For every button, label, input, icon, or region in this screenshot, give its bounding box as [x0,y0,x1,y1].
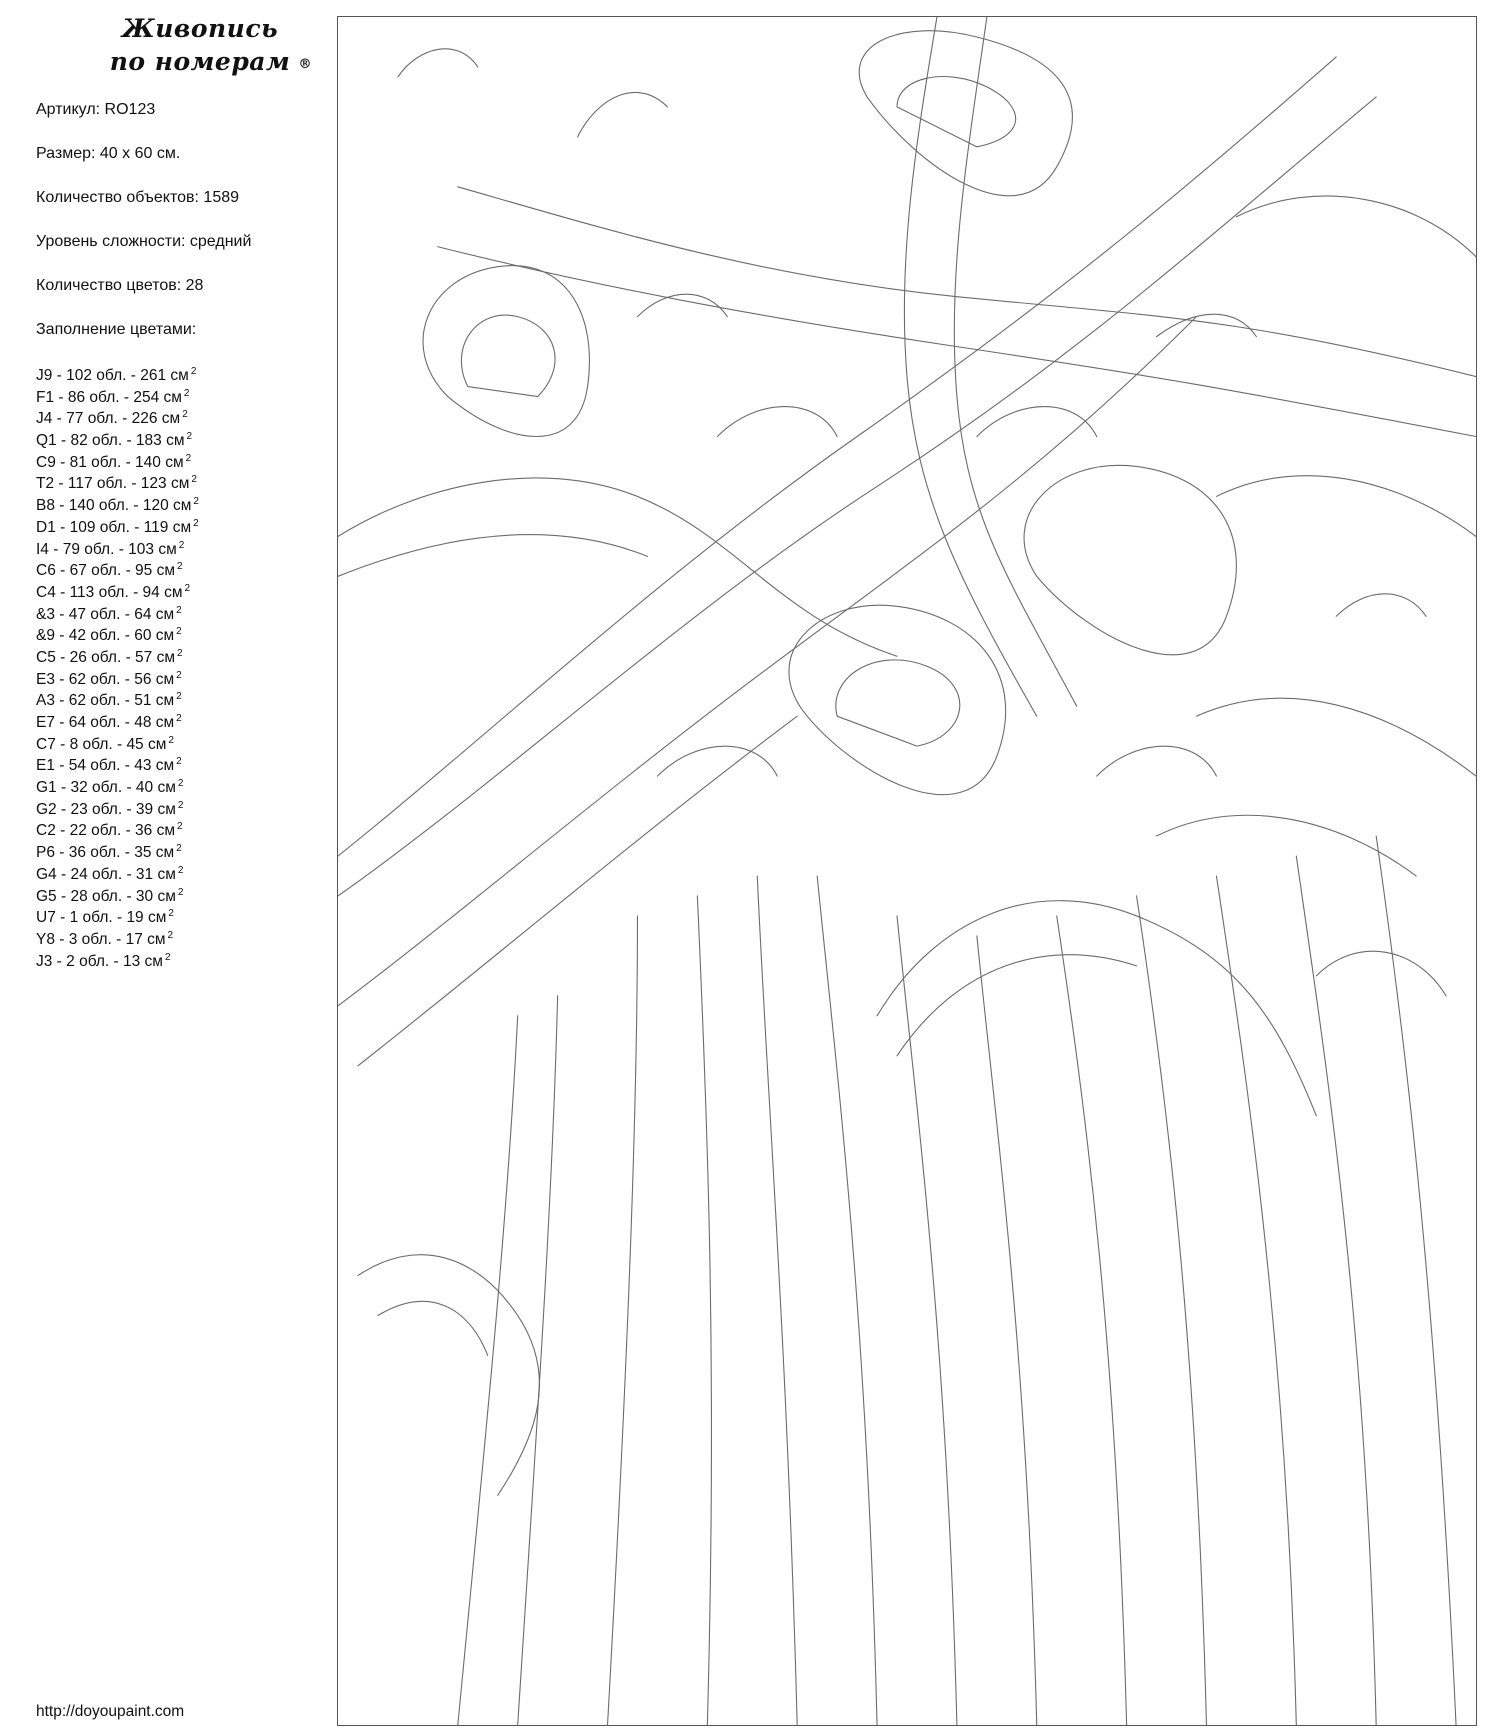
area-exponent: 2 [168,734,174,746]
area-exponent: 2 [177,778,184,790]
color-fill-text: C5 - 26 обл. - 57 см [36,648,176,666]
color-fill-row [36,469,199,491]
area-exponent: 2 [176,626,182,638]
area-exponent: 2 [176,604,182,616]
canvas-size: Размер: 40 х 60 см. [36,145,181,162]
color-fill-row [36,491,199,513]
area-exponent: 2 [184,582,191,594]
area-exponent: 2 [176,713,182,724]
color-fill-row [36,903,199,925]
color-fill-row [36,925,199,947]
area-exponent: 2 [193,517,199,529]
color-fill-text: Y8 - 3 обл. - 17 см [36,930,166,948]
color-fill-text: G1 - 32 обл. - 40 см [36,779,176,797]
area-exponent: 2 [185,452,192,464]
color-fill-row [36,361,199,383]
area-exponent: 2 [182,409,188,421]
color-fill-row [36,773,199,795]
area-exponent: 2 [191,474,197,486]
color-fill-row [36,860,199,882]
area-exponent: 2 [178,539,185,551]
color-fill-text: J4 - 77 обл. - 226 см [36,410,181,428]
color-fill-row [36,578,199,600]
area-exponent: 2 [177,647,183,659]
color-fill-text: &9 - 42 обл. - 60 см [36,627,175,645]
brand-line-1: Живопись [121,14,279,43]
color-fill-list [36,361,199,968]
color-fill-text: T2 - 117 обл. - 123 см [36,475,190,493]
article-number: Артикул: RO123 [36,101,156,118]
color-fill-text: C7 - 8 обл. - 45 см [36,735,167,753]
coloring-canvas [337,16,1477,1726]
color-fill-row [36,947,199,969]
color-fill-text: D1 - 109 обл. - 119 см [36,518,192,536]
color-fill-row [36,426,199,448]
color-fill-text: &3 - 47 обл. - 64 см [36,605,175,623]
color-fill-text: C2 - 22 обл. - 36 см [36,822,176,840]
color-fill-row [36,838,199,860]
color-fill-row [36,643,199,665]
color-fill-row [36,751,199,773]
area-exponent: 2 [186,431,193,443]
color-fill-row [36,730,199,752]
area-exponent: 2 [177,799,184,811]
color-fill-row [36,816,199,838]
brand-line-2: по номерам [109,47,291,76]
color-fill-row [36,686,199,708]
color-fill-text: E3 - 62 обл. - 56 см [36,670,175,688]
area-exponent: 2 [177,821,183,833]
area-exponent: 2 [164,951,171,963]
color-fill-row [36,448,199,470]
color-fill-text: B8 - 140 обл. - 120 см [36,497,192,515]
color-fill-text: A3 - 62 обл. - 51 см [36,692,175,710]
product-specs [36,100,251,364]
area-exponent: 2 [177,561,183,573]
fill-heading: Заполнение цветами: [36,321,197,338]
area-exponent: 2 [167,929,174,941]
color-fill-row [36,665,199,687]
area-exponent: 2 [177,864,184,876]
color-fill-row [36,513,199,535]
line-art [338,17,1476,1725]
color-fill-text: G2 - 23 обл. - 39 см [36,800,176,818]
area-exponent: 2 [190,366,197,377]
color-fill-text: G4 - 24 обл. - 31 см [36,865,176,883]
product-info-sidebar [0,0,330,1736]
color-fill-row [36,383,199,405]
color-fill-text: Q1 - 82 обл. - 183 см [36,432,185,450]
color-fill-text: F1 - 86 обл. - 254 см [36,388,182,406]
color-fill-text: P6 - 36 обл. - 35 см [36,844,175,862]
object-count: Количество объектов: 1589 [36,189,240,206]
color-fill-text: C4 - 113 обл. - 94 см [36,583,183,601]
area-exponent: 2 [177,886,184,898]
color-fill-row [36,795,199,817]
color-fill-text: C9 - 81 обл. - 140 см [36,453,184,471]
area-exponent: 2 [183,387,190,399]
area-exponent: 2 [176,691,182,703]
area-exponent: 2 [176,843,182,855]
color-fill-text: J3 - 2 обл. - 13 см [36,952,163,970]
difficulty-level: Уровень сложности: средний [36,233,252,250]
color-fill-text: G5 - 28 обл. - 30 см [36,887,176,905]
color-fill-text: E1 - 54 обл. - 43 см [36,757,175,775]
color-fill-row [36,882,199,904]
color-fill-row [36,404,199,426]
area-exponent: 2 [168,908,174,920]
color-fill-text: C6 - 67 обл. - 95 см [36,562,176,580]
color-fill-text: E7 - 64 обл. - 48 см [36,714,175,731]
color-fill-row [36,556,199,578]
area-exponent: 2 [193,496,199,508]
color-fill-row [36,708,199,730]
color-fill-row [36,600,199,622]
brand-logo [90,12,310,78]
color-fill-text: U7 - 1 обл. - 19 см [36,909,167,927]
colors-count: Количество цветов: 28 [36,277,204,294]
website-url[interactable]: http://doyoupaint.com [36,1703,185,1720]
color-fill-text: J9 - 102 обл. - 261 см [36,367,189,384]
area-exponent: 2 [176,669,182,681]
color-fill-text: I4 - 79 обл. - 103 см [36,540,177,558]
area-exponent: 2 [176,756,182,768]
color-fill-row [36,535,199,557]
registered-mark: ® [298,57,312,72]
color-fill-row [36,621,199,643]
